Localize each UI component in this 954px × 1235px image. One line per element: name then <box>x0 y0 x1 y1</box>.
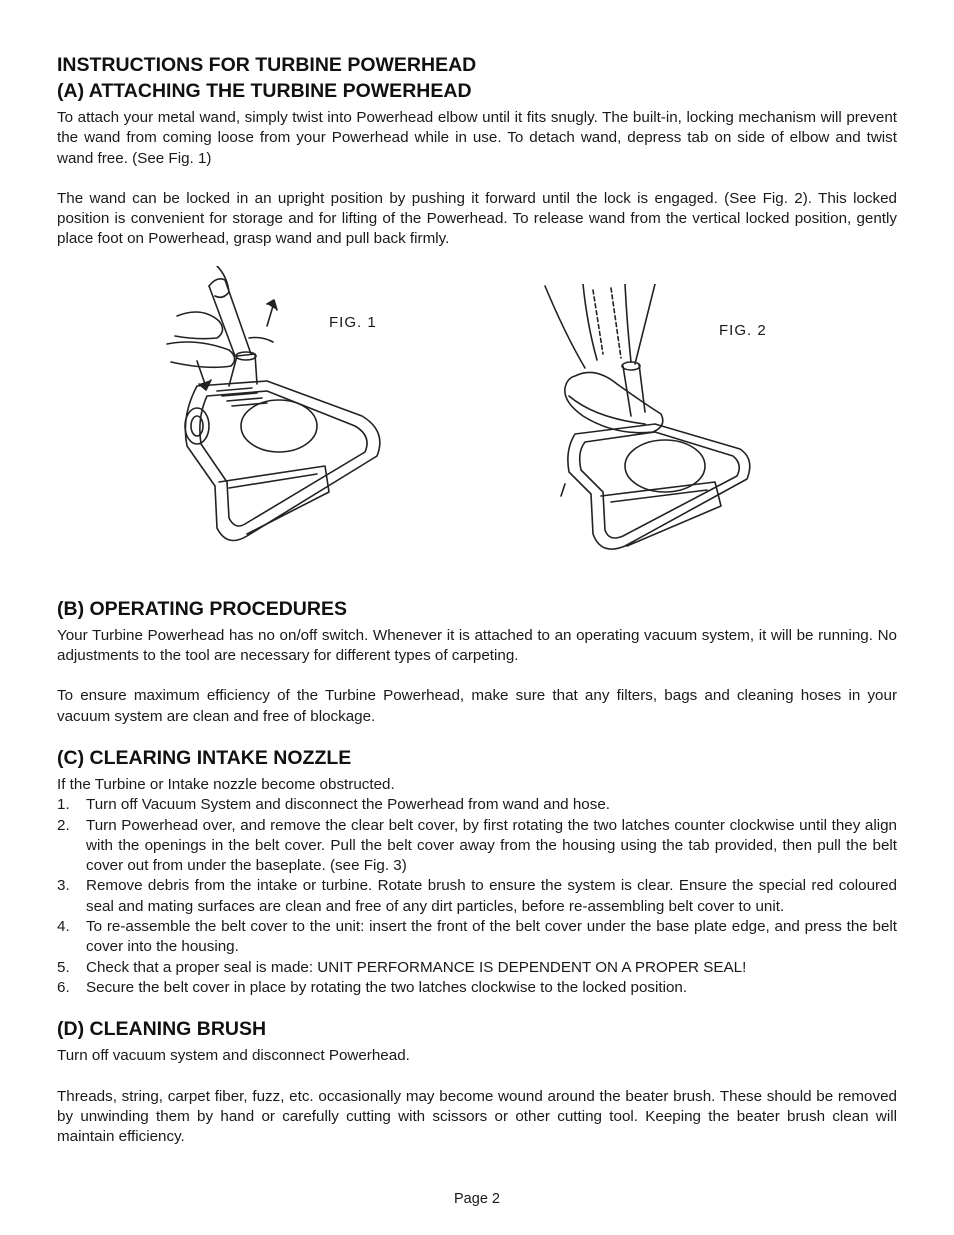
list-item: 4. To re-assemble the belt cover to the unit: insert the front of the belt cover under the base plate edge, and press the belt cover into the housing. <box>57 918 897 956</box>
section-c-steps <box>57 795 897 998</box>
document-title: INSTRUCTIONS FOR TURBINE POWERHEAD <box>57 54 477 76</box>
list-item: 5. Check that a proper seal is made: UNIT PERFORMANCE IS DEPENDENT ON A PROPER SEAL! <box>57 958 747 976</box>
list-item: 6. Secure the belt cover in place by rotating the two latches clockwise to the locked position. <box>57 978 688 996</box>
section-d-para1: Turn off vacuum system and disconnect Powerhead. <box>57 1047 410 1065</box>
figures-row <box>57 256 897 586</box>
list-item: 2. Turn Powerhead over, and remove the clear belt cover, by first rotating the two latches counter clockwise until they align with the openings in the belt cover. Pull the belt cover away from the housing using the tab provided, then pull the belt cover out from under the baseplate. (see Fig. 3) <box>57 816 897 875</box>
list-item: 3. Remove debris from the intake or turbine. Rotate brush to ensure the system is clear. Ensure the special red coloured seal and mating surfaces are clean and free of any dirt particles, before re-assembling belt cover to unit. <box>57 877 897 915</box>
figure-2-label: FIG. 2 <box>719 321 767 339</box>
section-a-para1: To attach your metal wand, simply twist into Powerhead elbow until it fits snugly. The built-in, locking mechanism will prevent the wand from coming loose from your Powerhead while in use. To detach wand, depress tab on side of elbow and twist wand free. (See Fig. 1) <box>57 109 897 167</box>
section-d-heading: (D) CLEANING BRUSH <box>57 1018 267 1041</box>
page-number: Page 2 <box>454 1191 500 1207</box>
section-d-para2: Threads, string, carpet fiber, fuzz, etc. occasionally may become wound around the beater brush. These should be removed by unwinding them by hand or carefully cutting with scissors or other cutting tool. Keeping the beater brush clean will maintain efficiency. <box>57 1087 897 1146</box>
section-b-heading: (B) OPERATING PROCEDURES <box>57 597 347 620</box>
section-b-para1: Your Turbine Powerhead has no on/off switch. Whenever it is attached to an operating vacuum system, it will be running. No adjustments to the tool are necessary for different types of carpeting. <box>57 626 897 665</box>
section-a-para2: The wand can be locked in an upright position by pushing it forward until the lock is engaged. (See Fig. 2). This locked position is convenient for storage and for lifting of the Powerhead. To release wand from the vertical locked position, gently place foot on Powerhead, grasp wand and pull back firmly. <box>57 189 897 248</box>
document-page <box>57 52 897 1147</box>
list-item: 1. Turn off Vacuum System and disconnect the Powerhead from wand and hose. <box>57 796 610 814</box>
figure-1 <box>157 266 397 556</box>
section-c-heading: (C) CLEARING INTAKE NOZZLE <box>57 746 352 769</box>
figure-1-label: FIG. 1 <box>329 313 377 331</box>
section-c-intro: If the Turbine or Intake nozzle become obstructed. <box>57 775 395 793</box>
section-b-para2: To ensure maximum efficiency of the Turbine Powerhead, make sure that any filters, bags and cleaning hoses in your vacuum system are clean and free of blockage. <box>57 687 897 725</box>
section-a-heading: (A) ATTACHING THE TURBINE POWERHEAD <box>57 80 472 102</box>
figure-1-illustration <box>157 266 397 556</box>
